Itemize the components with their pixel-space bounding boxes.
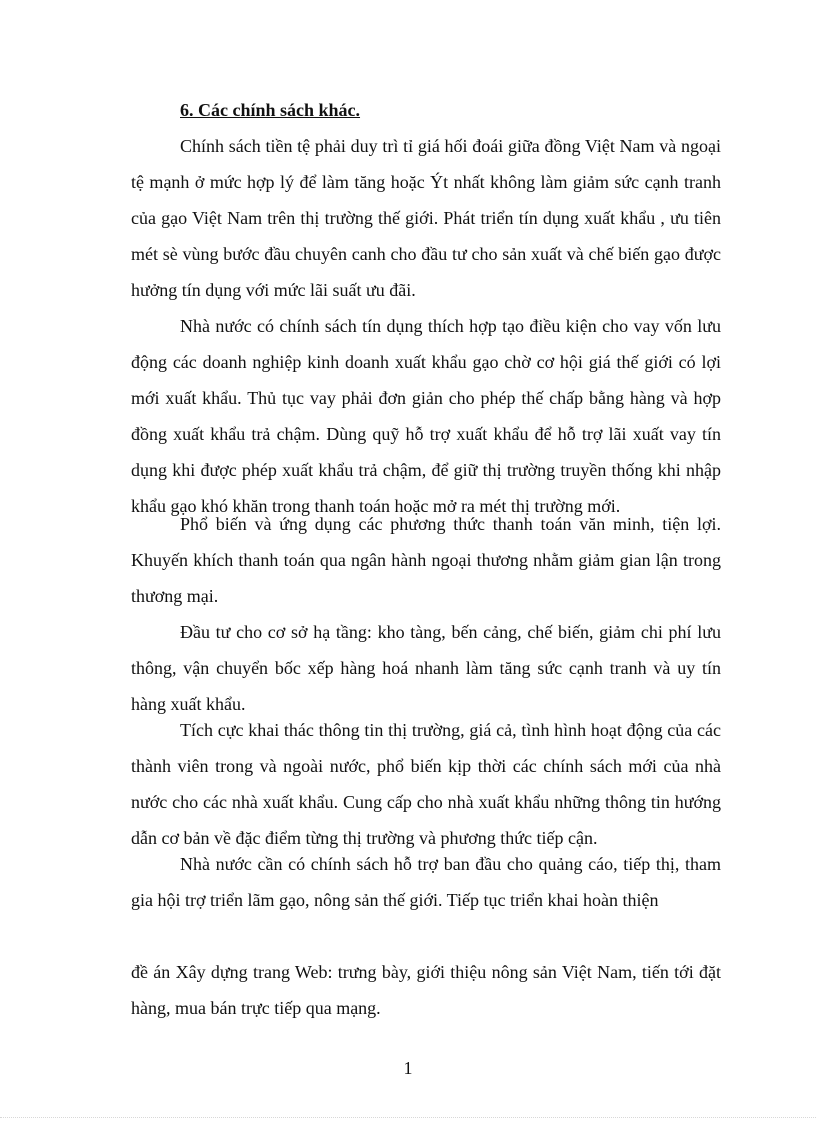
section-heading: 6. Các chính sách khác. — [180, 100, 361, 120]
paragraph-web-project: đề án Xây dựng trang Web: trưng bày, giới thiệu nông sản Việt Nam, tiến tới đặt hàng, mua bán trực tiếp qua mạng. — [131, 962, 721, 1018]
paragraph-payment-methods: Phổ biến và ứng dụng các phương thức thanh toán văn minh, tiện lợi. Khuyến khích thanh toán qua ngân hành ngoại thương nhằm giảm gian lận trong thương mại. — [131, 514, 721, 606]
paragraph-monetary-policy: Chính sách tiền tệ phải duy trì tỉ giá hối đoái giữa đồng Việt Nam và ngoại tệ mạnh ở mức hợp lý để làm tăng hoặc Ýt nhất không làm giảm sức cạnh tranh của gạo Việt Nam trên thị trường thế giới. Phát triển tín dụng xuất khẩu , ưu tiên mét sè vùng bước đầu chuyên canh cho đầu tư cho sản xuất và chế biến gạo được hưởng tín dụng với mức lãi suất ưu đãi. — [131, 136, 721, 300]
paragraph-promotion-support: Nhà nước cần có chính sách hỗ trợ ban đầu cho quảng cáo, tiếp thị, tham gia hội trợ triển lãm gạo, nông sản thế giới. Tiếp tục triển khai hoàn thiện — [131, 854, 721, 910]
paragraph-infrastructure: Đầu tư cho cơ sở hạ tầng: kho tàng, bến cảng, chế biến, giảm chi phí lưu thông, vận chuyển bốc xếp hàng hoá nhanh làm tăng sức cạnh tranh và uy tín hàng xuất khẩu. — [131, 622, 721, 714]
paragraph-credit-policy: Nhà nước có chính sách tín dụng thích hợp tạo điều kiện cho vay vốn lưu động các doanh nghiệp kinh doanh xuất khẩu gạo chờ cơ hội giá thế giới có lợi mới xuất khẩu. Thủ tục vay phải đơn giản cho phép thế chấp bằng hàng và hợp đồng xuất khẩu trả chậm. Dùng quỹ hỗ trợ xuất khẩu để hỗ trợ lãi xuất vay tín dụng khi được phép xuất khẩu trả chậm, để giữ thị trường truyền thống khi nhập khẩu gạo khó khăn trong thanh toán hoặc mở ra mét thị trường mới. — [131, 316, 721, 516]
page-number: 1 — [403, 1058, 413, 1078]
paragraph-market-information: Tích cực khai thác thông tin thị trường, giá cả, tình hình hoạt động của các thành viên trong và ngoài nước, phổ biến kịp thời các chính sách mới của nhà nước cho các nhà xuất khẩu. Cung cấp cho nhà xuất khẩu những thông tin hướng dẫn cơ bản về đặc điểm từng thị trường và phương thức tiếp cận. — [131, 720, 721, 848]
page-bottom-divider — [0, 1117, 816, 1119]
